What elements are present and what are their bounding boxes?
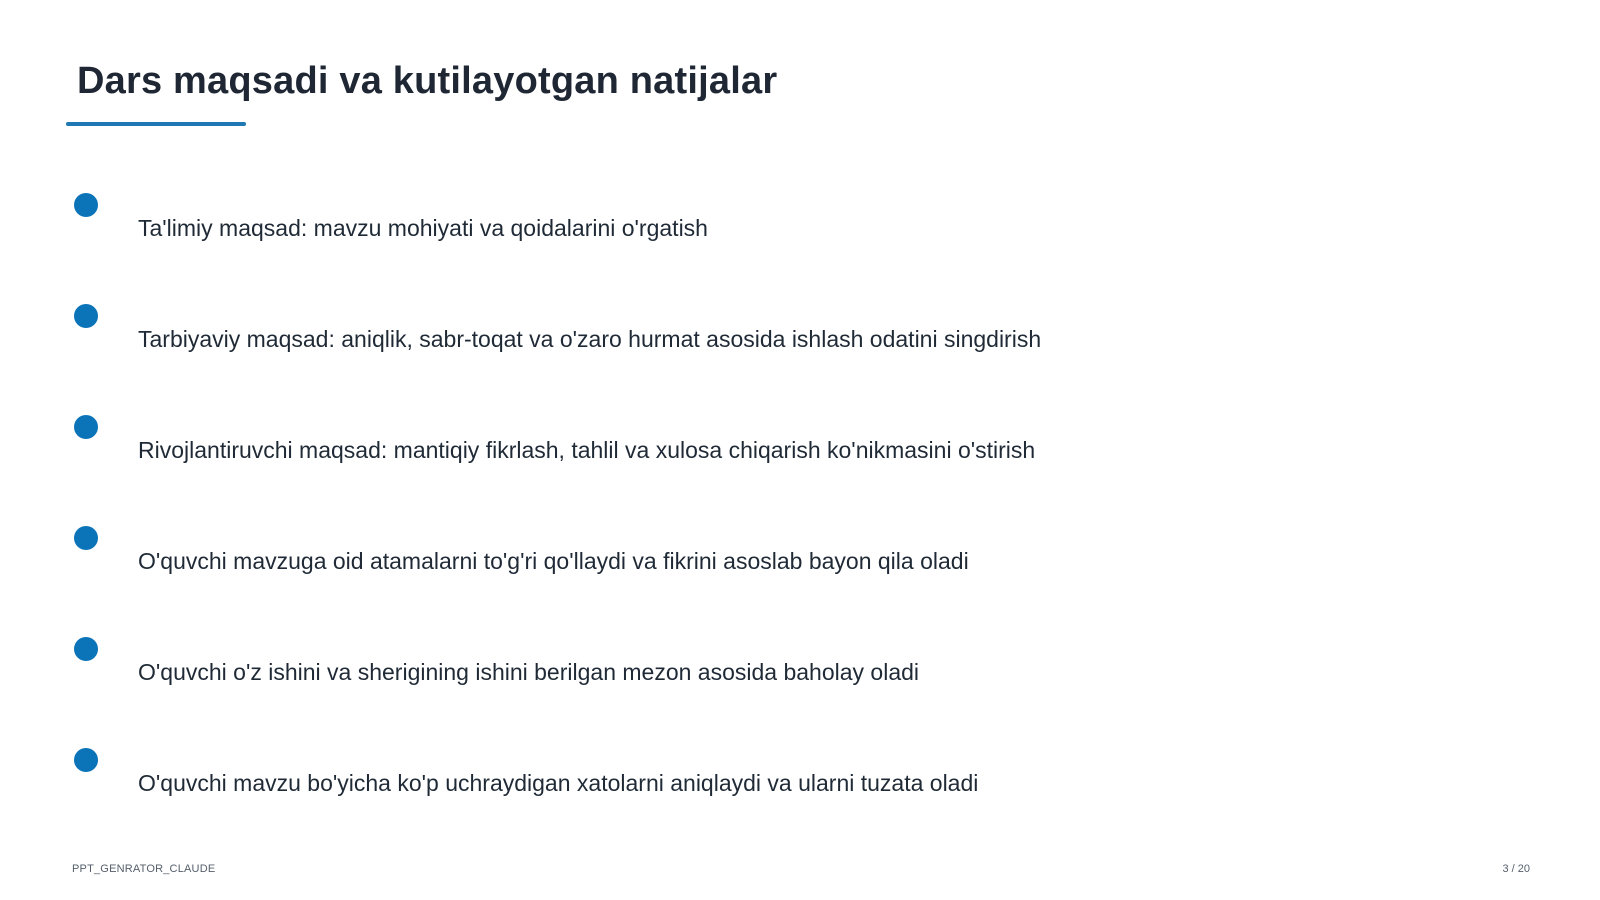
footer-source-label: PPT_GENRATOR_CLAUDE [72, 863, 216, 875]
bullet-text: O'quvchi o'z ishini va sherigining ishini berilgan mezon asosida baholay oladi [138, 659, 920, 685]
bullet-dot-icon [74, 304, 98, 328]
bullet-dot-icon [74, 415, 98, 439]
bullet-dot-icon [74, 637, 98, 661]
title-underline [66, 122, 246, 126]
bullet-dot-icon [74, 748, 98, 772]
bullet-dot-icon [74, 193, 98, 217]
bullet-item [0, 304, 1200, 364]
bullet-text: O'quvchi mavzuga oid atamalarni to'g'ri qo'llaydi va fikrini asoslab bayon qila oladi [138, 548, 969, 574]
slide-title: Dars maqsadi va kutilayotgan natijalar [77, 60, 778, 102]
bullet-item [0, 526, 1200, 586]
bullet-item [0, 748, 1200, 808]
bullet-text: Tarbiyaviy maqsad: aniqlik, sabr-toqat va o'zaro hurmat asosida ishlash odatini singdirish [138, 326, 1042, 352]
bullet-item [0, 637, 1200, 697]
bullet-item [0, 415, 1200, 475]
bullet-text: O'quvchi mavzu bo'yicha ko'p uchraydigan xatolarni aniqlaydi va ularni tuzata oladi [138, 770, 979, 796]
bullet-text: Ta'limiy maqsad: mavzu mohiyati va qoidalarini o'rgatish [138, 215, 708, 241]
bullet-dot-icon [74, 526, 98, 550]
bullet-item [0, 193, 1200, 253]
page-indicator: 3 / 20 [1502, 863, 1530, 875]
bullet-text: Rivojlantiruvchi maqsad: mantiqiy fikrlash, tahlil va xulosa chiqarish ko'nikmasini o'stirish [138, 437, 1036, 463]
